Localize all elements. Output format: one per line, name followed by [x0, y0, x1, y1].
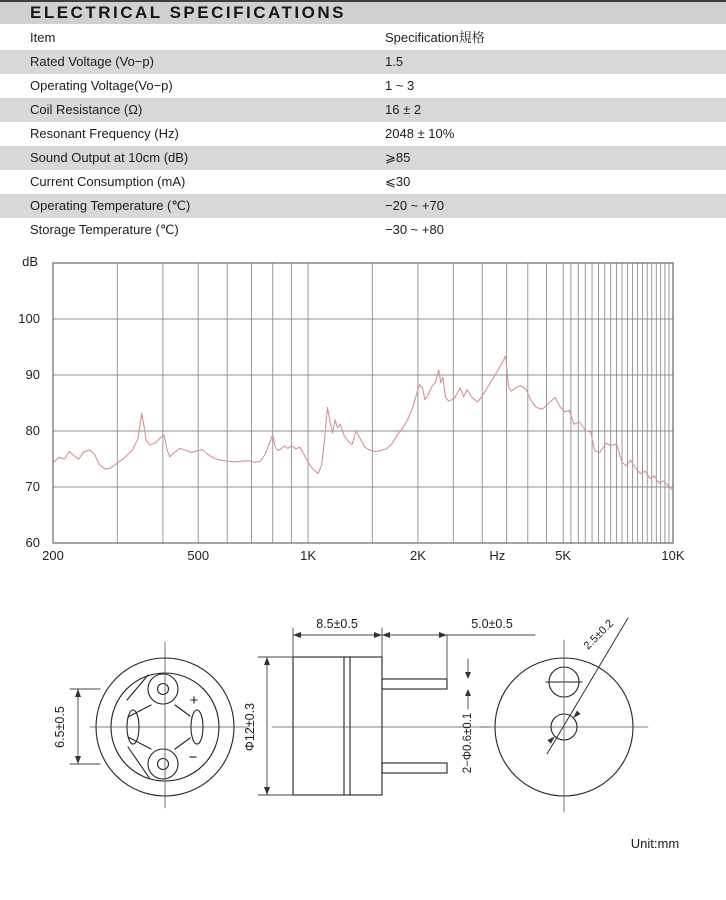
pin-top [382, 679, 447, 689]
mechanical-drawings [0, 595, 726, 875]
table-row [0, 218, 726, 242]
terminal-bottom-circle [148, 749, 178, 779]
spec-cell: 1.5 [385, 54, 404, 69]
table-row [0, 170, 726, 194]
side-view-drawing [293, 657, 447, 795]
spec-cell: ⩽30 [385, 174, 411, 189]
item-cell: Resonant Frequency (Hz) [30, 126, 179, 141]
chart-y-axis-unit: dB [22, 254, 38, 269]
unit-label: Unit:mm [630, 836, 680, 851]
dim-hole-diameter: 2.5±0.2 [581, 617, 617, 653]
spec-cell: −30 ~ +80 [385, 222, 444, 237]
chart-y-tick-label: 80 [25, 423, 40, 438]
table-row [0, 50, 726, 74]
case-seam-lines [344, 657, 350, 795]
item-cell: Operating Voltage(Vo−p) [30, 78, 173, 93]
dim-pin-spacing: 6.5±0.5 [53, 706, 67, 748]
table-row [0, 194, 726, 218]
item-cell: Current Consumption (mA) [30, 174, 186, 189]
chart-x-tick-label: 500 [187, 548, 210, 563]
item-cell: Sound Output at 10cm (dB) [30, 150, 189, 165]
table-header-row [0, 25, 726, 50]
chart-border [53, 263, 673, 543]
spec-cell: −20 ~ +70 [385, 198, 444, 213]
spec-cell: 2048 ± 10% [385, 126, 455, 141]
spec-cell: Specification規格 [385, 30, 485, 45]
spec-cell: ⩾85 [385, 150, 411, 165]
spec-cell: 1 ~ 3 [385, 78, 415, 93]
polarity-plus-label: + [189, 692, 199, 709]
terminal-top-hole [158, 684, 169, 695]
chart-x-tick-label: 10K [661, 548, 685, 563]
title-bar [0, 0, 726, 24]
dim-pin-length: 5.0±0.5 [471, 617, 513, 631]
table-row [0, 74, 726, 98]
page-title: ELECTRICAL SPECIFICATIONS [30, 3, 346, 22]
chart-y-tick-label: 100 [18, 311, 40, 326]
table-row [0, 146, 726, 170]
side-view-body [293, 657, 382, 795]
dim-body-width: 8.5±0.5 [316, 617, 358, 631]
chart-x-tick-label: 200 [42, 548, 64, 563]
polarity-minus-label: − [188, 749, 198, 766]
table-row [0, 122, 726, 146]
spec-table [0, 25, 726, 242]
dimension-labels [53, 617, 679, 851]
centerlines [90, 640, 648, 812]
item-cell: Storage Temperature (℃) [30, 222, 179, 237]
spec-cell: 16 ± 2 [385, 102, 422, 117]
chart-y-tick-label: 70 [25, 479, 40, 494]
item-cell: Operating Temperature (℃) [30, 198, 191, 213]
pin-bottom [382, 763, 447, 773]
terminal-top-circle [148, 674, 178, 704]
chart-y-tick-label: 90 [25, 367, 40, 382]
chart-x-tick-label: 2K [409, 548, 426, 563]
chart-x-tick-label: Hz [489, 548, 506, 563]
dim-body-diameter: Φ12±0.3 [243, 702, 257, 752]
chart-x-tick-label: 1K [300, 548, 317, 563]
table-row [0, 98, 726, 122]
frequency-response-chart [0, 248, 726, 570]
item-cell: Rated Voltage (Vo−p) [30, 54, 154, 69]
chart-x-tick-label: 5K [555, 548, 572, 563]
response-curve [53, 356, 673, 490]
chart-y-tick-label: 60 [25, 535, 40, 550]
item-cell: Item [30, 30, 56, 45]
item-cell: Coil Resistance (Ω) [30, 102, 143, 117]
terminal-bottom-hole [158, 759, 169, 770]
dim-pin-diameter: 2−Φ0.6±0.1 [462, 712, 474, 774]
